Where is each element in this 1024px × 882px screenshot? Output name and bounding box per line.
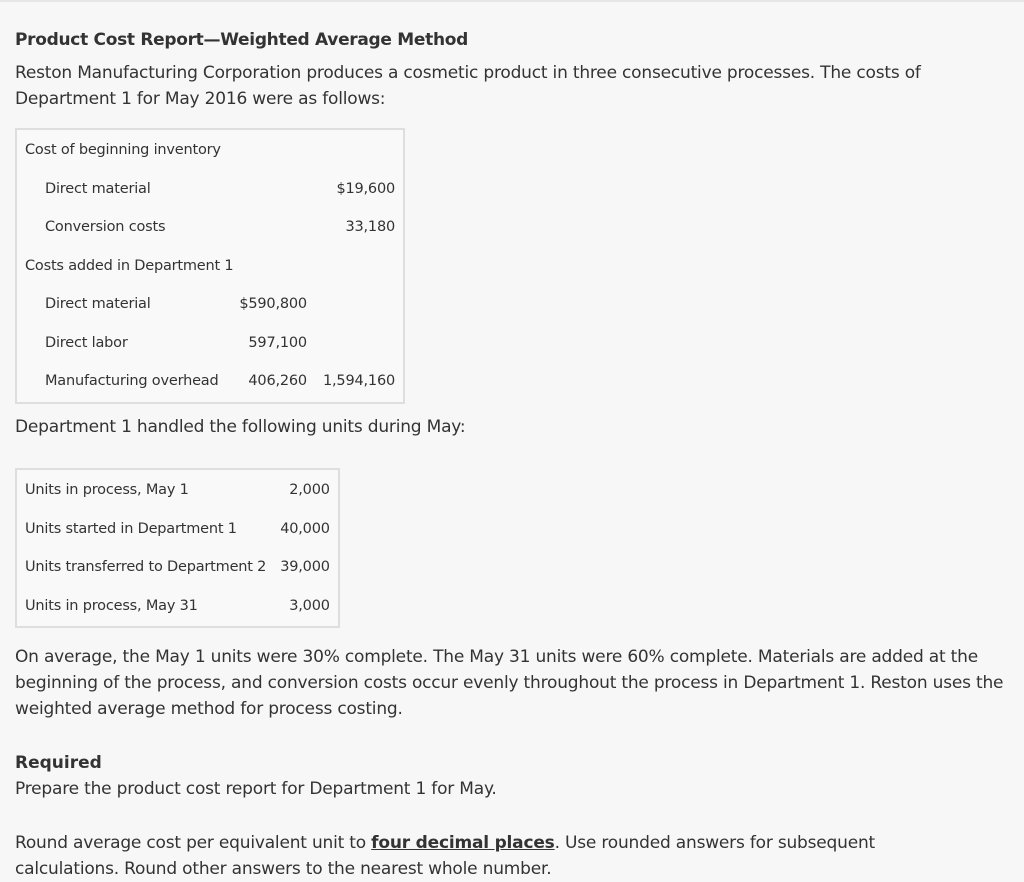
units-table: [15, 468, 340, 628]
intro-paragraph: Reston Manufacturing Corporation produces a cosmetic product in three consecutive processes. The costs of Department 1 for May 2016 were as follows:: [15, 63, 921, 109]
table-row: [19, 248, 401, 285]
row-value: 40,000: [280, 520, 330, 537]
rounding-suffix: . Use rounded answers for subsequent calculations. Round other answers to the nearest whole number.: [15, 833, 876, 879]
required-heading: Required: [15, 753, 102, 773]
table-row: [19, 511, 336, 548]
table-row: [19, 588, 336, 625]
rounding-prefix: Round average cost per equivalent unit to: [15, 833, 372, 853]
completion-paragraph: On average, the May 1 units were 30% complete. The May 31 units were 60% complete. Materials are added at the beginning of the process, and conversion costs occur evenly throughout the process in Department 1. Reston uses the weighted average method for process costing.: [15, 647, 1004, 719]
units-intro-paragraph: Department 1 handled the following units during May:: [15, 417, 466, 437]
row-label: Conversion costs: [45, 219, 166, 236]
row-label: Direct labor: [45, 334, 128, 351]
table-row: [19, 132, 401, 169]
problem-content: [15, 30, 1015, 879]
row-label: Direct material: [45, 180, 151, 197]
table-row: [19, 209, 401, 246]
table-row: [19, 549, 336, 586]
row-label: Units transferred to Department 2: [25, 559, 267, 576]
row-value: 2,000: [289, 482, 330, 499]
row-col1: [231, 209, 313, 246]
row-col2: [315, 286, 401, 323]
rounding-instructions: [15, 830, 915, 882]
row-value: 39,000: [280, 559, 330, 576]
problem-title: Product Cost Report—Weighted Average Method: [15, 30, 468, 50]
row-col2: 33,180: [345, 219, 395, 236]
top-divider: [0, 0, 1024, 2]
table-row: [19, 325, 401, 362]
row-value: 3,000: [289, 597, 330, 614]
row-label: Units in process, May 1: [25, 482, 189, 499]
cost-table: [15, 128, 405, 404]
row-label: Direct material: [45, 296, 151, 313]
row-col1: 406,260: [248, 373, 307, 390]
required-text: Prepare the product cost report for Department 1 for May.: [15, 779, 497, 799]
row-col2: 1,594,160: [323, 373, 395, 390]
row-col1: $590,800: [239, 296, 307, 313]
row-col1: 597,100: [248, 334, 307, 351]
table-row: [19, 171, 401, 208]
row-col2: [315, 325, 401, 362]
table-row: [19, 286, 401, 323]
row-col1: [231, 171, 313, 208]
table-row: [19, 363, 401, 400]
row-label: Manufacturing overhead: [45, 373, 219, 390]
beginning-inventory-heading: Cost of beginning inventory: [25, 142, 221, 159]
table-row: [19, 472, 336, 509]
row-label: Units in process, May 31: [25, 597, 198, 614]
row-label: Units started in Department 1: [25, 520, 237, 537]
required-section: [15, 750, 497, 802]
costs-added-heading: Costs added in Department 1: [25, 257, 234, 274]
row-col2: $19,600: [336, 180, 395, 197]
four-decimal-places-link[interactable]: four decimal places: [371, 833, 555, 853]
